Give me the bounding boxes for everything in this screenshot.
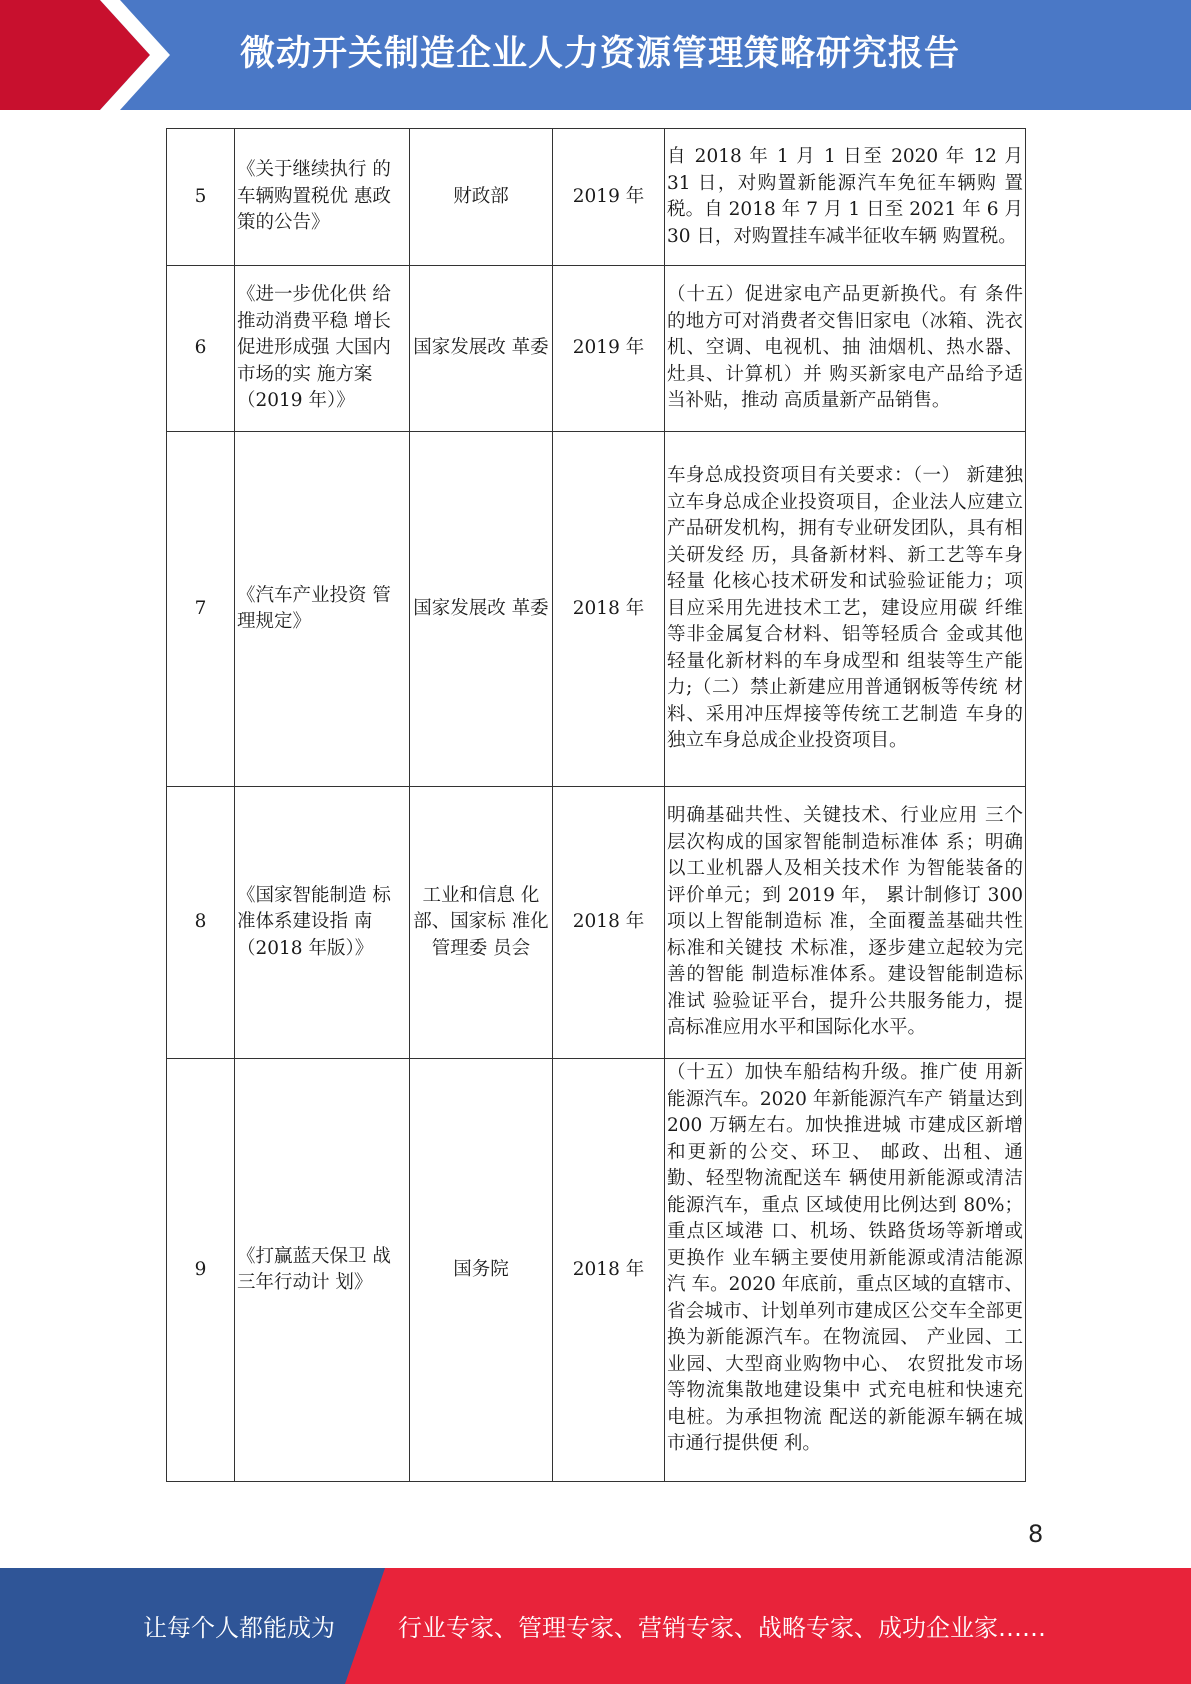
policy-content: 明确基础共性、关键技术、行业应用 三个层次构成的国家智能制造标准体 系；明确以工业机器人及相关技术作 为智能装备的评价单元；到 2019 年， 累计制修订 300 项以上智能制造标 准，全面覆盖基础共性标准和关键技 术标准，逐步建立起较为完善的智能 制造标准体系。建设智能制造标准试 验验证平台，提升公共服务能力，提 高标准应用水平和国际化水平。 [665, 787, 1026, 1059]
table-row [167, 787, 1026, 1059]
issuing-department: 财政部 [410, 129, 553, 266]
row-number: 9 [167, 1059, 235, 1482]
table-row [167, 432, 1026, 787]
row-number: 7 [167, 432, 235, 787]
table-row [167, 1059, 1026, 1482]
table-row [167, 266, 1026, 432]
policy-table [166, 128, 1026, 1482]
issuing-department: 国家发展改 革委 [410, 266, 553, 432]
policy-name: 《打赢蓝天保卫 战三年行动计 划》 [235, 1059, 410, 1482]
issue-year: 2018 年 [553, 1059, 665, 1482]
policy-content-text: （十五）加快车船结构升级。推广使 用新能源汽车。2020 年新能源汽车产 销量达到 200 万辆左右。加快推进城 市建成区新增和更新的公交、环卫、 邮政、出租、通勤、轻型物流配送车 辆使用新能源或清洁能源汽车，重点 区域使用比例达到 80%；重点区域港 口、机场、铁路货场等新增或更换作 业车辆主要使用新能源或清洁能源汽 车。2020 年底前，重点区域的直辖市、 省会城市、计划单列市建成区公交车全部更换为新能源汽车。在物流园、 产业园、工业园、大型商业购物中心、 农贸批发市场等物流集散地建设集中 式充电桩和快速充电桩。为承担物流 配送的新能源车辆在城市通行提供便 利。 [667, 1062, 1023, 1454]
issuing-department: 国务院 [410, 1059, 553, 1482]
page-header [0, 0, 1191, 110]
footer-slogan-right: 行业专家、管理专家、营销专家、战略专家、成功企业家…… [398, 1614, 1046, 1642]
issue-year: 2018 年 [553, 432, 665, 787]
document-title: 微动开关制造企业人力资源管理策略研究报告 [240, 34, 961, 74]
issue-year: 2018 年 [553, 787, 665, 1059]
policy-content [665, 1059, 1026, 1482]
policy-content: 自 2018 年 1 月 1 日至 2020 年 12 月 31 日，对购置新能源汽车免征车辆购 置税。自 2018 年 7 月 1 日至 2021 年 6 月 30 日，对购置挂车减半征收车辆 购置税。 [665, 129, 1026, 266]
policy-content: 车身总成投资项目有关要求：（一） 新建独立车身总成企业投资项目，企业法人应建立产品研发机构，拥有专业研发团队，具有相关研发经 历，具备新材料、新工艺等车身轻量 化核心技术研发和试验验证能力；项 目应采用先进技术工艺，建设应用碳 纤维等非金属复合材料、铝等轻质合 金或其他轻量化新材料的车身成型和 组装等生产能力;（二）禁止新建应用普通钢板等传统 材料、采用冲压焊接等传统工艺制造 车身的独立车身总成企业投资项目。 [665, 432, 1026, 787]
policy-name: 《关于继续执行 的车辆购置税优 惠政策的公告》 [235, 129, 410, 266]
row-number: 6 [167, 266, 235, 432]
issue-year: 2019 年 [553, 266, 665, 432]
footer-slogan-left: 让每个人都能成为 [143, 1614, 335, 1642]
policy-name: 《进一步优化供 给推动消费平稳 增长促进形成强 大国内市场的实 施方案（2019 年）》 [235, 266, 410, 432]
policy-content: （十五）促进家电产品更新换代。有 条件的地方可对消费者交售旧家电（冰箱、洗衣机、空调、电视机、抽 油烟机、热水器、灶具、计算机）并 购买新家电产品给予适当补贴，推动 高质量新产品销售。 [665, 266, 1026, 432]
issue-year: 2019 年 [553, 129, 665, 266]
policy-name: 《国家智能制造 标准体系建设指 南（2018 年版）》 [235, 787, 410, 1059]
page-number: 8 [1028, 1520, 1044, 1548]
policy-name: 《汽车产业投资 管理规定》 [235, 432, 410, 787]
page-footer [0, 1568, 1191, 1684]
row-number: 8 [167, 787, 235, 1059]
issuing-department: 国家发展改 革委 [410, 432, 553, 787]
issuing-department: 工业和信息 化部、国家标 准化管理委 员会 [410, 787, 553, 1059]
row-number: 5 [167, 129, 235, 266]
table-row [167, 129, 1026, 266]
